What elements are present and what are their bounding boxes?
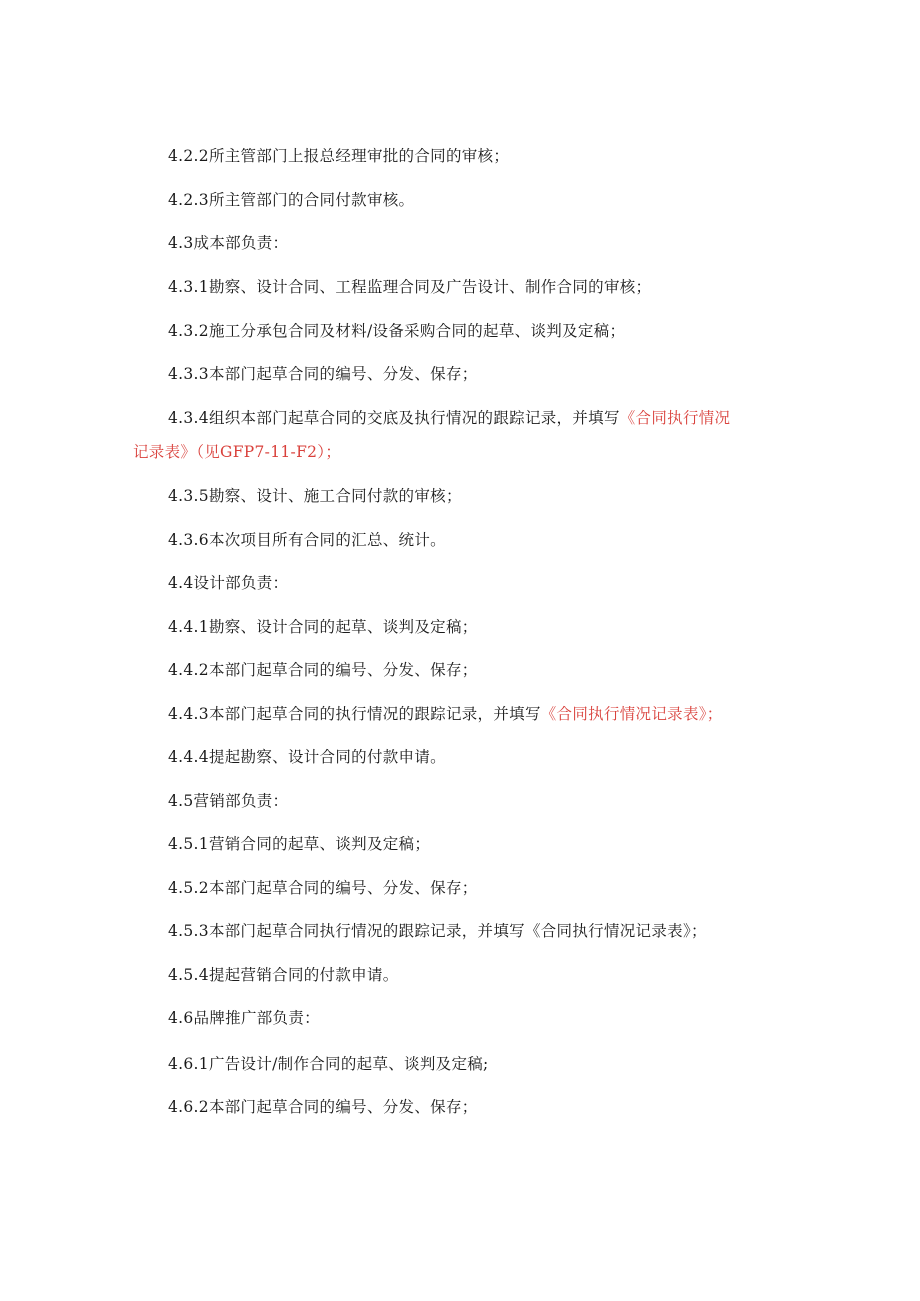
paragraph-text: 4.5.1营销合同的起草、谈判及定稿； <box>168 835 431 853</box>
paragraph-4-5-4 <box>168 964 399 986</box>
paragraph-text: 4.4设计部负责： <box>168 574 289 592</box>
paragraph-text: 4.3.5勘察、设计、施工合同付款的审核； <box>168 487 462 505</box>
paragraph-4-4-2 <box>168 659 478 681</box>
paragraph-text: 4.5.3本部门起草合同执行情况的跟踪记录，并填写《合同执行情况记录表》； <box>168 922 707 940</box>
paragraph-text: 4.3.1勘察、设计合同、工程监理合同及广告设计、制作合同的审核； <box>168 278 652 296</box>
paragraph-text: 4.3成本部负责： <box>168 234 289 252</box>
paragraph-text: 4.3.2施工分承包合同及材料/设备采购合同的起草、谈判及定稿； <box>168 322 626 340</box>
paragraph-4-6-1 <box>168 1053 489 1075</box>
paragraph-4-3-6 <box>168 529 446 551</box>
paragraph-4-3-3 <box>168 363 478 385</box>
paragraph-text: 4.6.1广告设计/制作合同的起草、谈判及定稿; <box>168 1055 489 1073</box>
paragraph-4-5-1 <box>168 833 430 855</box>
paragraph-text: 4.3.3本部门起草合同的编号、分发、保存； <box>168 365 478 383</box>
paragraph-4-5-2 <box>168 877 478 899</box>
paragraph-4-4-3 <box>168 703 723 725</box>
paragraph-text: 4.4.3本部门起草合同的执行情况的跟踪记录，并填写 <box>168 705 541 723</box>
paragraph-text: 4.5营销部负责： <box>168 792 289 810</box>
paragraph-text: 4.4.4提起勘察、设计合同的付款申请。 <box>168 748 446 766</box>
heading-4-4 <box>168 572 288 594</box>
paragraph-4-4-4 <box>168 746 446 768</box>
form-reference-highlight: 记录表》（见GFP7-11-F2）； <box>133 443 342 461</box>
paragraph-4-3-2 <box>168 320 625 342</box>
paragraph-4-2-2 <box>168 145 509 167</box>
paragraph-text: 4.5.2本部门起草合同的编号、分发、保存； <box>168 879 478 897</box>
paragraph-text: 4.4.2本部门起草合同的编号、分发、保存； <box>168 661 478 679</box>
heading-4-6 <box>168 1007 320 1029</box>
paragraph-text: 4.2.2所主管部门上报总经理审批的合同的审核； <box>168 147 510 165</box>
form-reference-highlight: 《合同执行情况 <box>619 409 731 427</box>
form-reference-highlight: 《合同执行情况记录表》； <box>540 705 723 723</box>
paragraph-4-3-1 <box>168 276 651 298</box>
paragraph-text: 4.6品牌推广部负责： <box>168 1009 320 1027</box>
paragraph-4-3-4 <box>168 407 730 429</box>
paragraph-text: 4.3.4组织本部门起草合同的交底及执行情况的跟踪记录，并填写 <box>168 409 620 427</box>
paragraph-4-6-2 <box>168 1096 478 1118</box>
paragraph-text: 4.4.1勘察、设计合同的起草、谈判及定稿； <box>168 618 478 636</box>
paragraph-text: 4.3.6本次项目所有合同的汇总、统计。 <box>168 531 446 549</box>
heading-4-3 <box>168 232 288 254</box>
paragraph-text: 4.5.4提起营销合同的付款申请。 <box>168 966 399 984</box>
paragraph-text: 4.2.3所主管部门的合同付款审核。 <box>168 191 415 209</box>
paragraph-4-2-3 <box>168 189 414 211</box>
heading-4-5 <box>168 790 288 812</box>
paragraph-4-4-1 <box>168 616 478 638</box>
paragraph-4-5-3 <box>168 920 707 942</box>
paragraph-4-3-4-continued <box>133 441 341 463</box>
paragraph-4-3-5 <box>168 485 462 507</box>
paragraph-text: 4.6.2本部门起草合同的编号、分发、保存； <box>168 1098 478 1116</box>
